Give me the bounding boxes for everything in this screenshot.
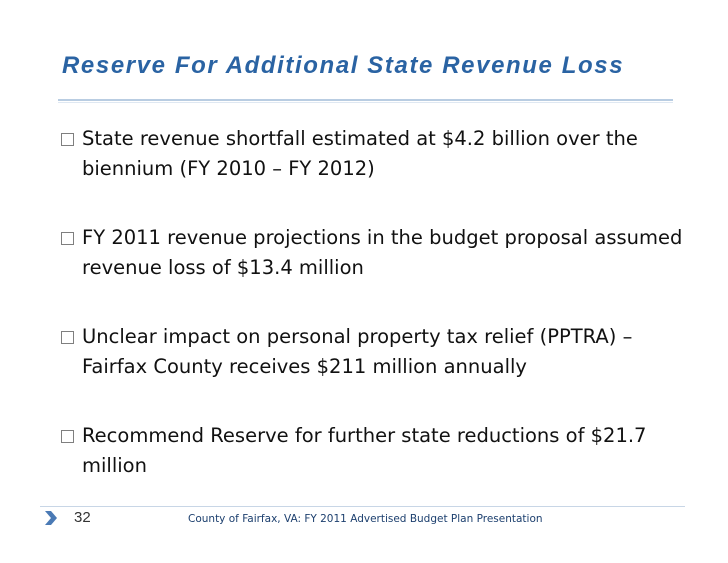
title-divider xyxy=(58,99,673,101)
bullet-item xyxy=(58,223,688,283)
page-number: 32 xyxy=(74,509,91,526)
square-bullet-icon xyxy=(61,133,74,146)
chevron-right-icon xyxy=(44,510,58,526)
square-bullet-icon xyxy=(61,331,74,344)
footer-text: County of Fairfax, VA: FY 2011 Advertised Budget Plan Presentation xyxy=(188,513,543,525)
bullet-item xyxy=(58,421,688,481)
title-divider-shadow xyxy=(58,102,673,103)
bullet-text: State revenue shortfall estimated at $4.2 billion over the biennium (FY 2010 – FY 2012) xyxy=(82,127,638,180)
bullet-list xyxy=(58,124,688,481)
bullet-item xyxy=(58,124,688,184)
footer-divider xyxy=(40,506,685,507)
bullet-text: Unclear impact on personal property tax relief (PPTRA) – Fairfax County receives $211 million annually xyxy=(82,325,633,378)
bullet-item xyxy=(58,322,688,382)
bullet-text: FY 2011 revenue projections in the budget proposal assumed revenue loss of $13.4 million xyxy=(82,226,683,279)
slide-title: Reserve For Additional State Revenue Loss xyxy=(62,52,625,79)
square-bullet-icon xyxy=(61,232,74,245)
bullet-text: Recommend Reserve for further state reductions of $21.7 million xyxy=(82,424,647,477)
square-bullet-icon xyxy=(61,430,74,443)
